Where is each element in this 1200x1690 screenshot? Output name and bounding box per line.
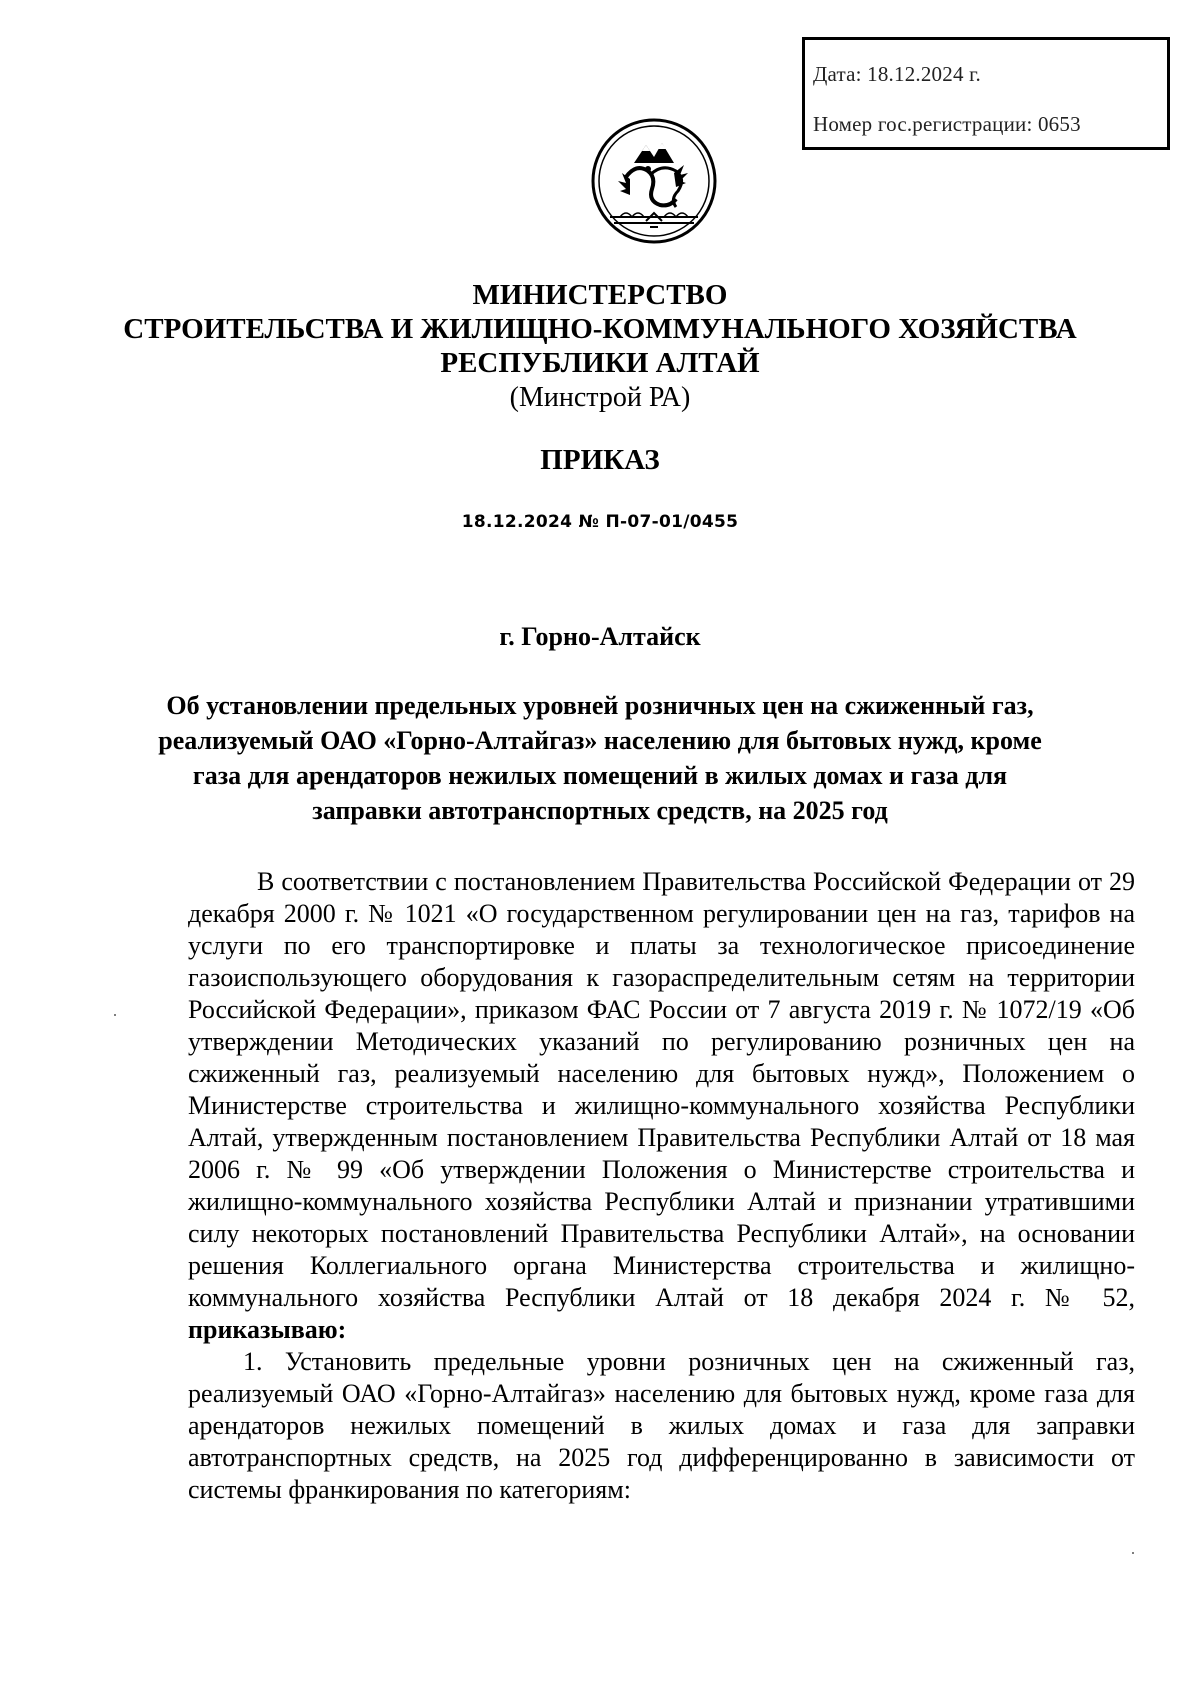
scan-speck [1132,1552,1134,1554]
document-title: Об установлении предельных уровней розничных цен на сжиженный газ, реализуемый ОАО «Горно-Алтайгаз» населению для бытовых нужд, кроме газа для арендаторов нежилых помещений в жилых домах и газа для заправки автотранспортных средств, на 2025 год [158,691,1042,825]
ministry-short-name: (Минстрой РА) [509,382,691,413]
ministry-title-line-1: МИНИСТЕРСТВО [472,279,728,311]
scan-speck [114,1014,116,1016]
order-registration-number: 18.12.2024 № П-07-01/0455 [461,512,739,532]
order-heading: ПРИКАЗ [540,444,660,476]
item-1-paragraph: 1. Установить предельные уровни розничных цен на сжиженный газ, реализуемый ОАО «Горно-Алтайгаз» населению для бытовых нужд, кроме газа для арендаторов нежилых помещений в жилых домах и газа для заправки автотранспортных средств, на 2025 год дифференцированно в зависимости от системы франкирования по категориям: [188,1347,1135,1504]
registration-date-value: 18.12.2024 г. [867,62,982,86]
document-body [188,866,1135,1506]
ministry-title-line-3: РЕСПУБЛИКИ АЛТАЙ [440,347,760,379]
order-word: приказываю: [188,1315,347,1344]
ministry-title-line-2: СТРОИТЕЛЬСТВА И ЖИЛИЩНО-КОММУНАЛЬНОГО ХОЗЯЙСТВА [123,313,1077,345]
registration-number-value: 0653 [1037,112,1081,136]
order-city: г. Горно-Алтайск [499,622,701,651]
registration-number-label: Номер гос.регистрации: [813,112,1033,136]
registration-box [802,37,1170,150]
registration-number [813,112,1081,137]
registration-date [813,62,981,87]
republic-of-altai-emblem-icon [590,117,718,245]
preamble-text: В соответствии с постановлением Правительства Российской Федерации от 29 декабря 2000 г. № 1021 «О государственном регулировании цен на газ, тарифов на услуги по его транспортировке и платы за технологическое присоединение газоиспользующего оборудования к газораспределительным сетям на территории Российской Федерации», приказом ФАС России от 7 августа 2019 г. № 1072/19 «Об утверждении Методических указаний по регулированию розничных цен на сжиженный газ, реализуемый населению для бытовых нужд», Положением о Министерстве строительства и жилищно-коммунального хозяйства Республики Алтай, утвержденным постановлением Правительства Республики Алтай от 18 мая 2006 г. № 99 «Об утверждении Положения о Министерстве строительства и жилищно-коммунального хозяйства Республики Алтай и признании утратившими силу некоторых постановлений Правительства Республики Алтай», на основании решения Коллегиального органа Министерства строительства и жилищно-коммунального хозяйства Республики Алтай от 18 декабря 2024 г. № 52, [188,867,1135,1312]
registration-date-label: Дата: [813,62,862,86]
preamble-paragraph [188,866,1135,1346]
